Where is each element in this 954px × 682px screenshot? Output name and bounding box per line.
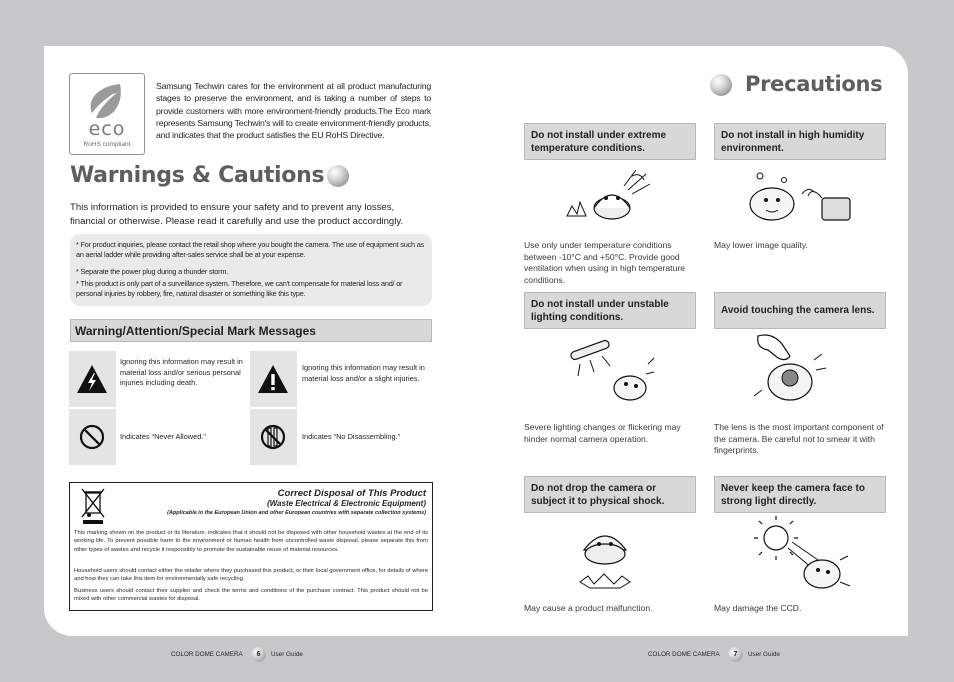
notes-box xyxy=(70,234,432,306)
eco-badge xyxy=(69,73,145,155)
precaution-title: Avoid touching the camera lens. xyxy=(721,305,875,316)
mark-text-cell xyxy=(116,409,250,465)
disposal-box xyxy=(69,482,433,611)
note-item: * For product inquiries, please contact the retail shop where you bought the camera. The use of equipment such as an aerial ladder while providing after-sales service shall be at your expense. xyxy=(76,240,425,260)
footer-doc: User Guide xyxy=(748,651,780,658)
precaution-bar xyxy=(714,292,886,329)
camera-drop-illustration xyxy=(574,520,636,594)
precaution-bar xyxy=(714,123,886,160)
camera-lens-touch-illustration xyxy=(742,330,828,410)
disposal-paragraph: This marking shown on the product or its literature, indicates that it should not be disposed with other household wastes at the end of its working life. To prevent possible harm to the environment or human health from uncontrolled waste disposal, please separate this from other types of wastes and recycle it responsibly to promote the sustainable reuse of material resources. xyxy=(74,530,428,553)
footer-product: COLOR DOME CAMERA xyxy=(171,651,243,658)
precaution-title: Do not drop the camera or subject it to physical shock. xyxy=(531,483,665,507)
disposal-paragraph: Business users should contact their supplier and check the terms and conditions of the purchase contract. This product should not be mixed with other commercial wastes for disposal. xyxy=(74,588,428,603)
page-number: 7 xyxy=(728,647,743,662)
mark-icon-cell xyxy=(69,351,116,407)
marks-section-bar xyxy=(70,319,432,342)
footer-doc: User Guide xyxy=(271,651,303,658)
warnings-title: Warnings & Cautions xyxy=(70,163,325,188)
disposal-subtitle: (Waste Electrical & Electronic Equipment) xyxy=(266,499,426,508)
precaution-title: Do not install under extreme temperature conditions. xyxy=(531,130,667,154)
mark-icon-cell xyxy=(250,409,297,465)
precaution-bar xyxy=(524,292,696,329)
precaution-desc: The lens is the most important component of the camera. Be careful not to smear it with fingerprints. xyxy=(714,422,884,456)
eco-word: eco xyxy=(88,118,126,140)
precaution-bar xyxy=(524,476,696,513)
mark-icon-cell xyxy=(69,409,116,465)
warnings-intro: This information is provided to ensure your safety and to prevent any losses, financial or otherwise. Please read it carefully and use the product accordingly. xyxy=(70,202,404,227)
marks-section-title: Warning/Attention/Special Mark Messages xyxy=(75,324,316,338)
mark-text-cell xyxy=(297,351,432,407)
crossed-bin-icon xyxy=(80,487,106,525)
disposal-scope: (Applicable in the European Union and other European countries with separate collection systems) xyxy=(167,510,426,516)
precautions-title: Precautions xyxy=(745,72,883,96)
warning-lightning-icon xyxy=(75,363,109,395)
mark-text: Ignoring this information may result in material loss and/or a slight injuries. xyxy=(302,363,425,383)
precaution-title: Never keep the camera face to strong light directly. xyxy=(721,483,865,507)
mark-messages-table xyxy=(69,351,432,465)
never-allowed-icon xyxy=(79,424,105,450)
precaution-bar xyxy=(524,123,696,160)
precaution-title: Do not install in high humidity environment. xyxy=(721,130,865,154)
section-ball-icon xyxy=(710,74,732,96)
caution-exclamation-icon xyxy=(256,363,290,395)
mark-text: Indicates “Never Allowed.” xyxy=(120,432,206,441)
camera-lighting-illustration xyxy=(560,336,656,410)
precaution-desc: Use only under temperature conditions between -10°C and +50°C. Provide good ventilation when using in high temperature conditions. xyxy=(524,240,685,285)
disposal-paragraph: Household users should contact either the retailer where they purchased this product, or their local government office, for details of where and how they can take this item for environmentally safe recycling. xyxy=(74,568,428,583)
camera-heat-illustration xyxy=(562,168,652,230)
no-disassembling-icon xyxy=(260,424,286,450)
rohs-caption: RoHS compliant xyxy=(83,141,131,148)
precaution-desc: May cause a product malfunction. xyxy=(524,603,653,613)
footer-product: COLOR DOME CAMERA xyxy=(648,651,720,658)
precaution-desc: May damage the CCD. xyxy=(714,603,802,613)
precaution-desc: Severe lighting changes or flickering may hinder normal camera operation. xyxy=(524,422,681,444)
camera-sunlight-illustration xyxy=(752,516,856,596)
camera-humidity-illustration xyxy=(738,168,856,230)
mark-icon-cell xyxy=(250,351,297,407)
precaution-bar xyxy=(714,476,886,513)
eco-description: Samsung Techwin cares for the environment at all product manufacturing stages to preserve the environment, and is taking a number of steps to provide customers with more environment-friendly products.The Eco mark represents Samsung Techwin's will to create environment-friendly products, and indicates that the product satisfies the EU RoHS Directive. xyxy=(156,81,431,141)
disposal-title: Correct Disposal of This Product xyxy=(277,488,426,499)
mark-text-cell xyxy=(297,409,432,465)
precaution-desc: May lower image quality. xyxy=(714,240,808,250)
section-ball-icon xyxy=(327,165,349,187)
note-item: * Separate the power plug during a thunder storm. xyxy=(76,267,229,276)
mark-text: Ignoring this information may result in material loss and/or serious personal injuries including death. xyxy=(120,357,243,387)
page-number: 6 xyxy=(251,647,266,662)
mark-text-cell xyxy=(116,351,250,407)
mark-text: Indicates “No Disassembling.” xyxy=(302,432,401,441)
note-item: * This product is only part of a surveillance system. Therefore, we can't compensate for material loss and/ or personal injuries by robbery, fire, natural disaster or something like this type. xyxy=(76,279,403,299)
precaution-title: Do not install under unstable lighting conditions. xyxy=(531,299,669,323)
